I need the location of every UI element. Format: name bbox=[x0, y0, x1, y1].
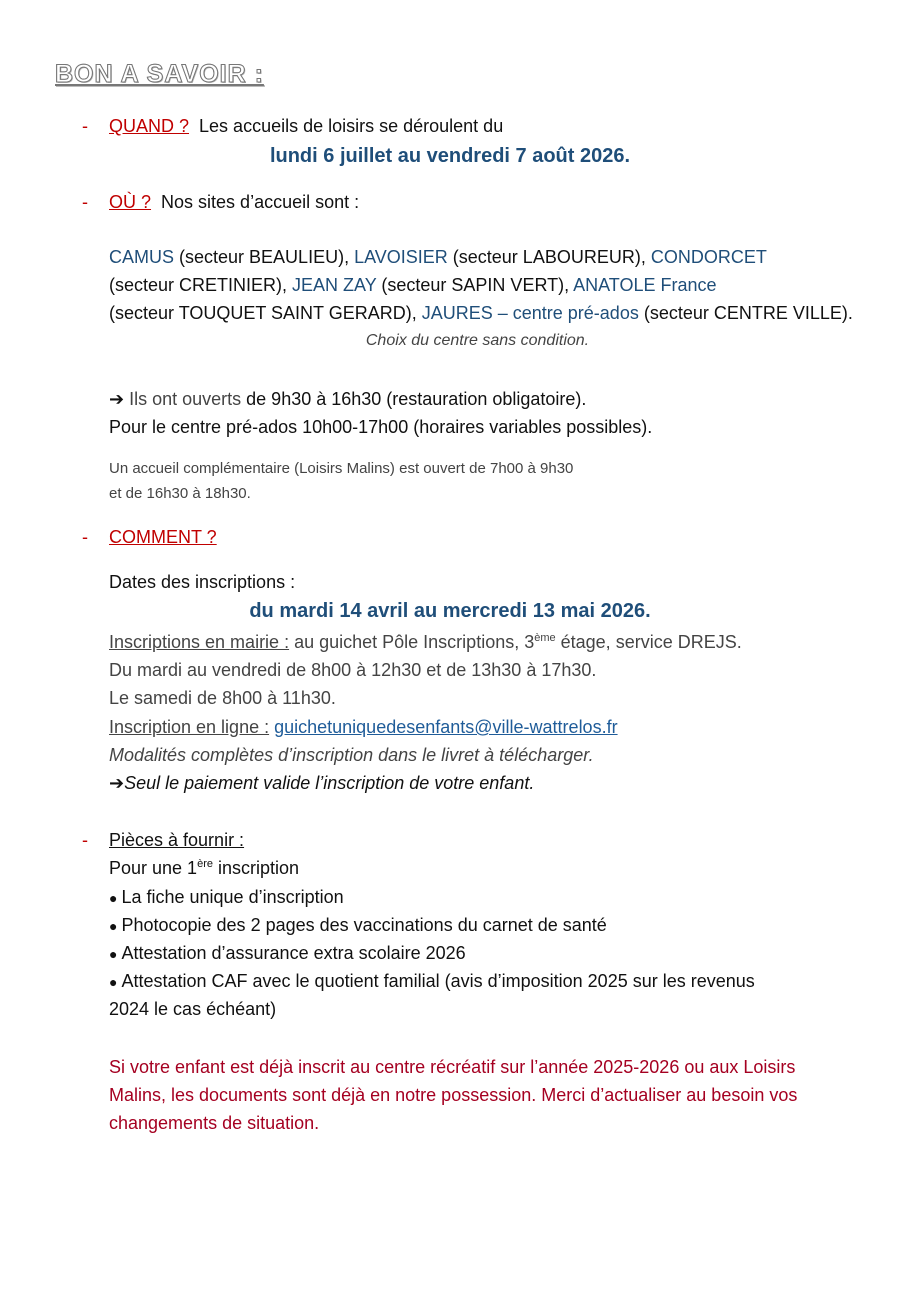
site-jean-zay: JEAN ZAY bbox=[292, 275, 377, 295]
site-anatole-france: ANATOLE France bbox=[573, 275, 717, 295]
mairie-text: au guichet Pôle Inscriptions, 3 bbox=[289, 632, 535, 652]
item-text: Photocopie des 2 pages des vaccinations du carnet de santé bbox=[121, 915, 607, 935]
item-text: La fiche unique d’inscription bbox=[121, 887, 344, 907]
online-label: Inscription en ligne : bbox=[109, 717, 270, 737]
note-line-1: Si votre enfant est déjà inscrit au centre récréatif sur l’année 2025-2026 ou aux Loisirs bbox=[109, 1057, 796, 1077]
site-lavoisier: LAVOISIER bbox=[354, 247, 448, 267]
first-registration bbox=[109, 857, 299, 879]
mairie-label: Inscriptions en mairie : bbox=[109, 632, 290, 652]
modalites-note: Modalités complètes d’inscription dans le livret à télécharger. bbox=[109, 745, 594, 765]
item-text: Attestation d’assurance extra scolaire 2026 bbox=[121, 943, 466, 963]
note-line-2: Malins, les documents sont déjà en notre possession. Merci d’actualiser au besoin vos bbox=[109, 1085, 798, 1105]
arrow-icon: ➔ bbox=[109, 389, 125, 409]
online-line bbox=[109, 716, 618, 738]
item-text: Attestation CAF avec le quotient familial (avis d’imposition 2025 sur les revenus bbox=[121, 971, 755, 991]
bullet-icon: ● bbox=[109, 918, 118, 934]
registration-dates: du mardi 14 avril au mercredi 13 mai 2026. bbox=[249, 600, 651, 622]
comment-label: COMMENT ? bbox=[109, 527, 217, 547]
list-item bbox=[109, 942, 466, 965]
sites-line-1 bbox=[109, 246, 767, 268]
ou-text: Nos sites d’accueil sont : bbox=[161, 192, 360, 212]
list-item-continuation: 2024 le cas échéant) bbox=[109, 999, 277, 1019]
quand-label: QUAND ? bbox=[109, 116, 190, 136]
quand-text: Les accueils de loisirs se déroulent du bbox=[199, 116, 504, 136]
list-item bbox=[109, 970, 755, 993]
list-dash: - bbox=[82, 192, 88, 212]
payment-note bbox=[109, 772, 534, 794]
first-text: Pour une 1 bbox=[109, 858, 198, 878]
site-camus: CAMUS bbox=[109, 247, 175, 267]
site-sector: (secteur SAPIN VERT), bbox=[376, 275, 574, 295]
ou-label: OÙ ? bbox=[109, 192, 152, 212]
payment-text: Seul le paiement valide l’inscription de votre enfant. bbox=[124, 773, 535, 793]
quand-line bbox=[109, 115, 503, 137]
page-title: BON A SAVOIR : bbox=[55, 60, 264, 88]
hours-line-1 bbox=[109, 388, 586, 410]
first-text-end: inscription bbox=[212, 858, 300, 878]
site-sector: (secteur BEAULIEU), bbox=[174, 247, 355, 267]
saturday-hours: Le samedi de 8h00 à 11h30. bbox=[109, 688, 336, 708]
email-link[interactable]: guichetuniquedesenfants@ville-wattrelos.fr bbox=[274, 717, 618, 737]
extra-care-1: Un accueil complémentaire (Loisirs Malins) est ouvert de 7h00 à 9h30 bbox=[109, 460, 574, 477]
mairie-sup: ème bbox=[534, 632, 556, 644]
sites-line-3 bbox=[109, 302, 853, 324]
bullet-icon: ● bbox=[109, 974, 118, 990]
arrow-icon: ➔ bbox=[109, 773, 125, 793]
weekday-hours: Du mardi au vendredi de 8h00 à 12h30 et de 13h30 à 17h30. bbox=[109, 660, 597, 680]
first-sup: ère bbox=[197, 858, 213, 870]
hours-intro: Ils ont ouverts bbox=[124, 389, 247, 409]
sites-line-2 bbox=[109, 274, 717, 296]
list-item bbox=[109, 886, 344, 909]
mairie-line bbox=[109, 631, 742, 653]
list-dash: - bbox=[82, 116, 88, 136]
list-dash: - bbox=[82, 527, 88, 547]
extra-care-2: et de 16h30 à 18h30. bbox=[109, 485, 251, 502]
list-dash: - bbox=[82, 830, 88, 850]
site-sector: (secteur TOUQUET SAINT GERARD), bbox=[109, 303, 422, 323]
ou-line bbox=[109, 191, 359, 213]
pieces-label: Pièces à fournir : bbox=[109, 830, 245, 850]
site-sector: (secteur CRETINIER), bbox=[109, 275, 293, 295]
hours-line-2: Pour le centre pré-ados 10h00-17h00 (horaires variables possibles). bbox=[109, 417, 653, 437]
bullet-icon: ● bbox=[109, 946, 118, 962]
site-jaures: JAURES – centre pré-ados bbox=[421, 303, 639, 323]
site-condorcet: CONDORCET bbox=[650, 247, 767, 267]
mairie-text-end: étage, service DREJS. bbox=[555, 632, 742, 652]
bullet-icon: ● bbox=[109, 890, 118, 906]
hours-value: de 9h30 à 16h30 (restauration obligatoire). bbox=[246, 389, 587, 409]
note-line-3: changements de situation. bbox=[109, 1113, 320, 1133]
quand-dates: lundi 6 juillet au vendredi 7 août 2026. bbox=[269, 145, 631, 167]
choice-note: Choix du centre sans condition. bbox=[365, 332, 590, 349]
dates-label: Dates des inscriptions : bbox=[109, 572, 296, 592]
site-sector: (secteur LABOUREUR), bbox=[447, 247, 651, 267]
site-sector: (secteur CENTRE VILLE). bbox=[638, 303, 853, 323]
list-item bbox=[109, 914, 607, 937]
